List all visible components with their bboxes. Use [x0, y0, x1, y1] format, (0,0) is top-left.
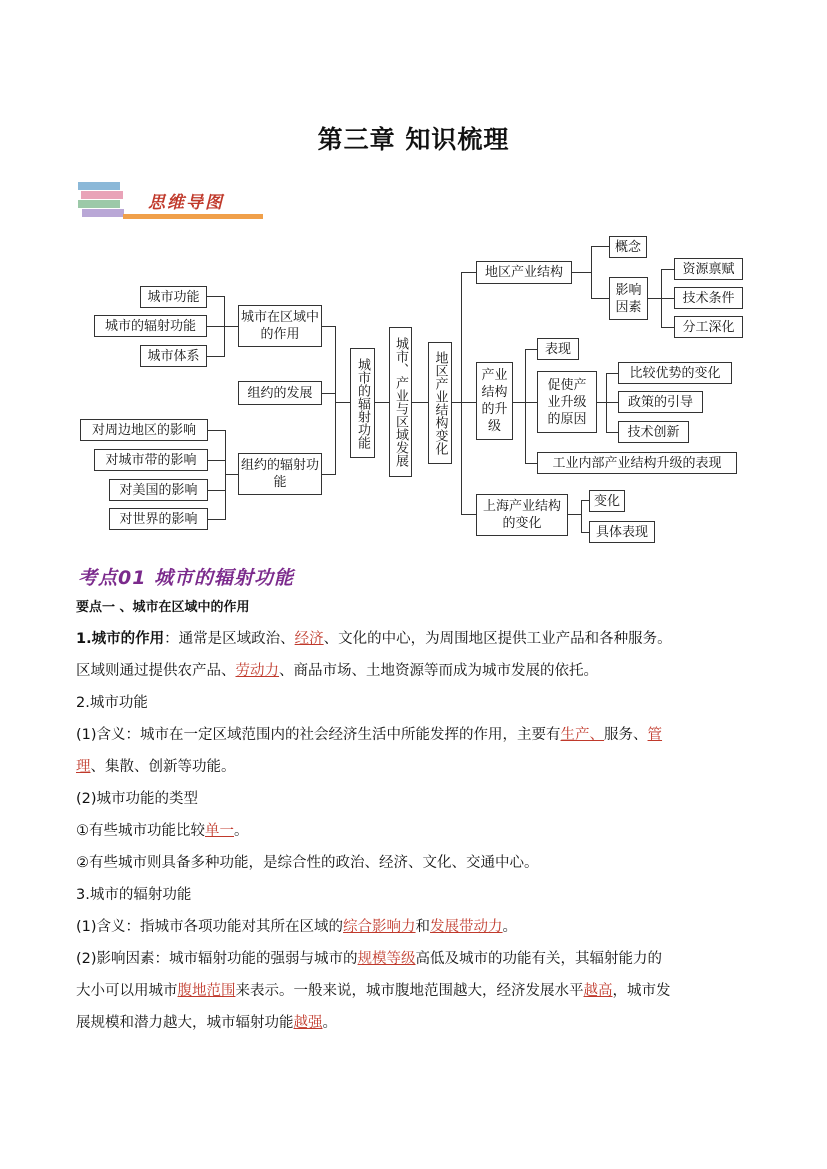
heading-function-types: (2)城市功能的类型 — [76, 791, 199, 807]
answer-span: 理 — [76, 759, 91, 775]
text-span: 。 — [502, 919, 518, 935]
node-city-radiation-function: 城市的辐射功能 — [94, 315, 207, 337]
text-span: 和 — [415, 919, 431, 935]
answer-span: 单一 — [205, 823, 234, 839]
node-impact-usa: 对美国的影响 — [109, 479, 208, 501]
node-city-function: 城市功能 — [140, 286, 207, 308]
node-comparative-advantage: 比较优势的变化 — [618, 362, 732, 384]
heading-radiation: 3.城市的辐射功能 — [76, 887, 192, 903]
text-span: 、集散、创新等功能。 — [90, 759, 236, 775]
body-text — [76, 596, 756, 620]
text-span: 服务、 — [604, 727, 648, 743]
node-city-system: 城市体系 — [140, 345, 207, 367]
text-span: 、商品市场、土地资源等而成为城市发展的依托。 — [279, 663, 598, 679]
text-span: ①有些城市功能比较 — [76, 823, 205, 839]
text-span: 。 — [322, 1015, 337, 1031]
node-newyork-radiation: 组约的辐射功能 — [238, 453, 322, 495]
text-span: (2)影响因素：城市辐射功能的强弱与城市的 — [76, 951, 358, 967]
node-factors: 影响因素 — [609, 277, 648, 320]
text-span: 来表示。一般来说，城市腹地范围越大，经济发展水平 — [235, 983, 584, 999]
text-span: 展规模和潜力越大，城市辐射功能 — [76, 1015, 294, 1031]
text-span: 。 — [234, 823, 249, 839]
answer-span: 经济 — [294, 631, 324, 647]
answer-span: 规模等级 — [357, 951, 416, 967]
section-heading: 考点01 城市的辐射功能 — [78, 567, 295, 589]
mindmap-badge: 思维导图 — [148, 193, 224, 213]
node-impact-surrounding: 对周边地区的影响 — [80, 419, 208, 441]
node-impact-world: 对世界的影响 — [109, 508, 208, 530]
text-span: (1)含义：城市在一定区域范围内的社会经济生活中所能发挥的作用，主要有 — [76, 727, 561, 743]
node-internal-upgrade: 工业内部产业结构升级的表现 — [537, 452, 737, 474]
node-innovation: 技术创新 — [618, 421, 689, 443]
answer-span: 越强 — [293, 1015, 323, 1031]
text-span: 大小可以用城市 — [76, 983, 178, 999]
node-change: 变化 — [589, 490, 625, 512]
node-performance: 表现 — [537, 338, 579, 360]
node-concept: 概念 — [609, 236, 647, 258]
node-v3: 地区产业结构变化 — [428, 342, 452, 464]
text-line: ②有些城市则具备多种功能，是综合性的政治、经济、文化、交通中心。 — [76, 855, 539, 871]
answer-span: 管 — [647, 727, 663, 743]
node-impact-city-belt: 对城市带的影响 — [94, 449, 208, 471]
text-span: ，城市发 — [612, 983, 671, 999]
answer-span: 劳动力 — [235, 663, 279, 679]
answer-span: 腹地范围 — [177, 983, 236, 999]
heading-city-function: 2.城市功能 — [76, 695, 148, 711]
node-v2: 城市、产业与区域发展 — [389, 327, 412, 477]
text-span: 、文化的中心，为周围地区提供工业产品和各种服务。 — [323, 631, 672, 647]
text-span: (1)含义：指城市各项功能对其所在区域的 — [76, 919, 344, 935]
paragraphs — [76, 623, 756, 1039]
answer-span: 生产、 — [560, 727, 605, 743]
node-division-of-labor: 分工深化 — [674, 316, 743, 338]
node-technology: 技术条件 — [674, 287, 743, 309]
node-v1: 城市的辐射功能 — [350, 348, 375, 458]
node-details: 具体表现 — [589, 521, 655, 543]
node-shanghai: 上海产业结构的变化 — [476, 494, 568, 536]
text-span: ：通常是区域政治、 — [164, 631, 295, 647]
node-regional-industry: 地区产业结构 — [476, 261, 572, 284]
node-city-role-in-region: 城市在区域中的作用 — [238, 305, 322, 347]
answer-span: 综合影响力 — [343, 919, 416, 935]
node-policy: 政策的引导 — [618, 391, 703, 413]
node-upgrade: 产业结构的升级 — [476, 362, 513, 440]
answer-span: 越高 — [583, 983, 613, 999]
node-reasons: 促使产业升级的原因 — [537, 371, 597, 433]
answer-span: 发展带动力 — [430, 919, 503, 935]
node-resources: 资源禀赋 — [674, 258, 743, 280]
term-city-role: 1.城市的作用 — [76, 631, 165, 647]
text-span: 区域则通过提供农产品、 — [76, 663, 236, 679]
text-span: 高低及城市的功能有关，其辐射能力的 — [415, 951, 663, 967]
page-title: 第三章 知识梳理 — [317, 125, 510, 154]
key-point-1: 要点一 、城市在区域中的作用 — [76, 600, 250, 615]
node-newyork-development: 组约的发展 — [238, 381, 322, 405]
